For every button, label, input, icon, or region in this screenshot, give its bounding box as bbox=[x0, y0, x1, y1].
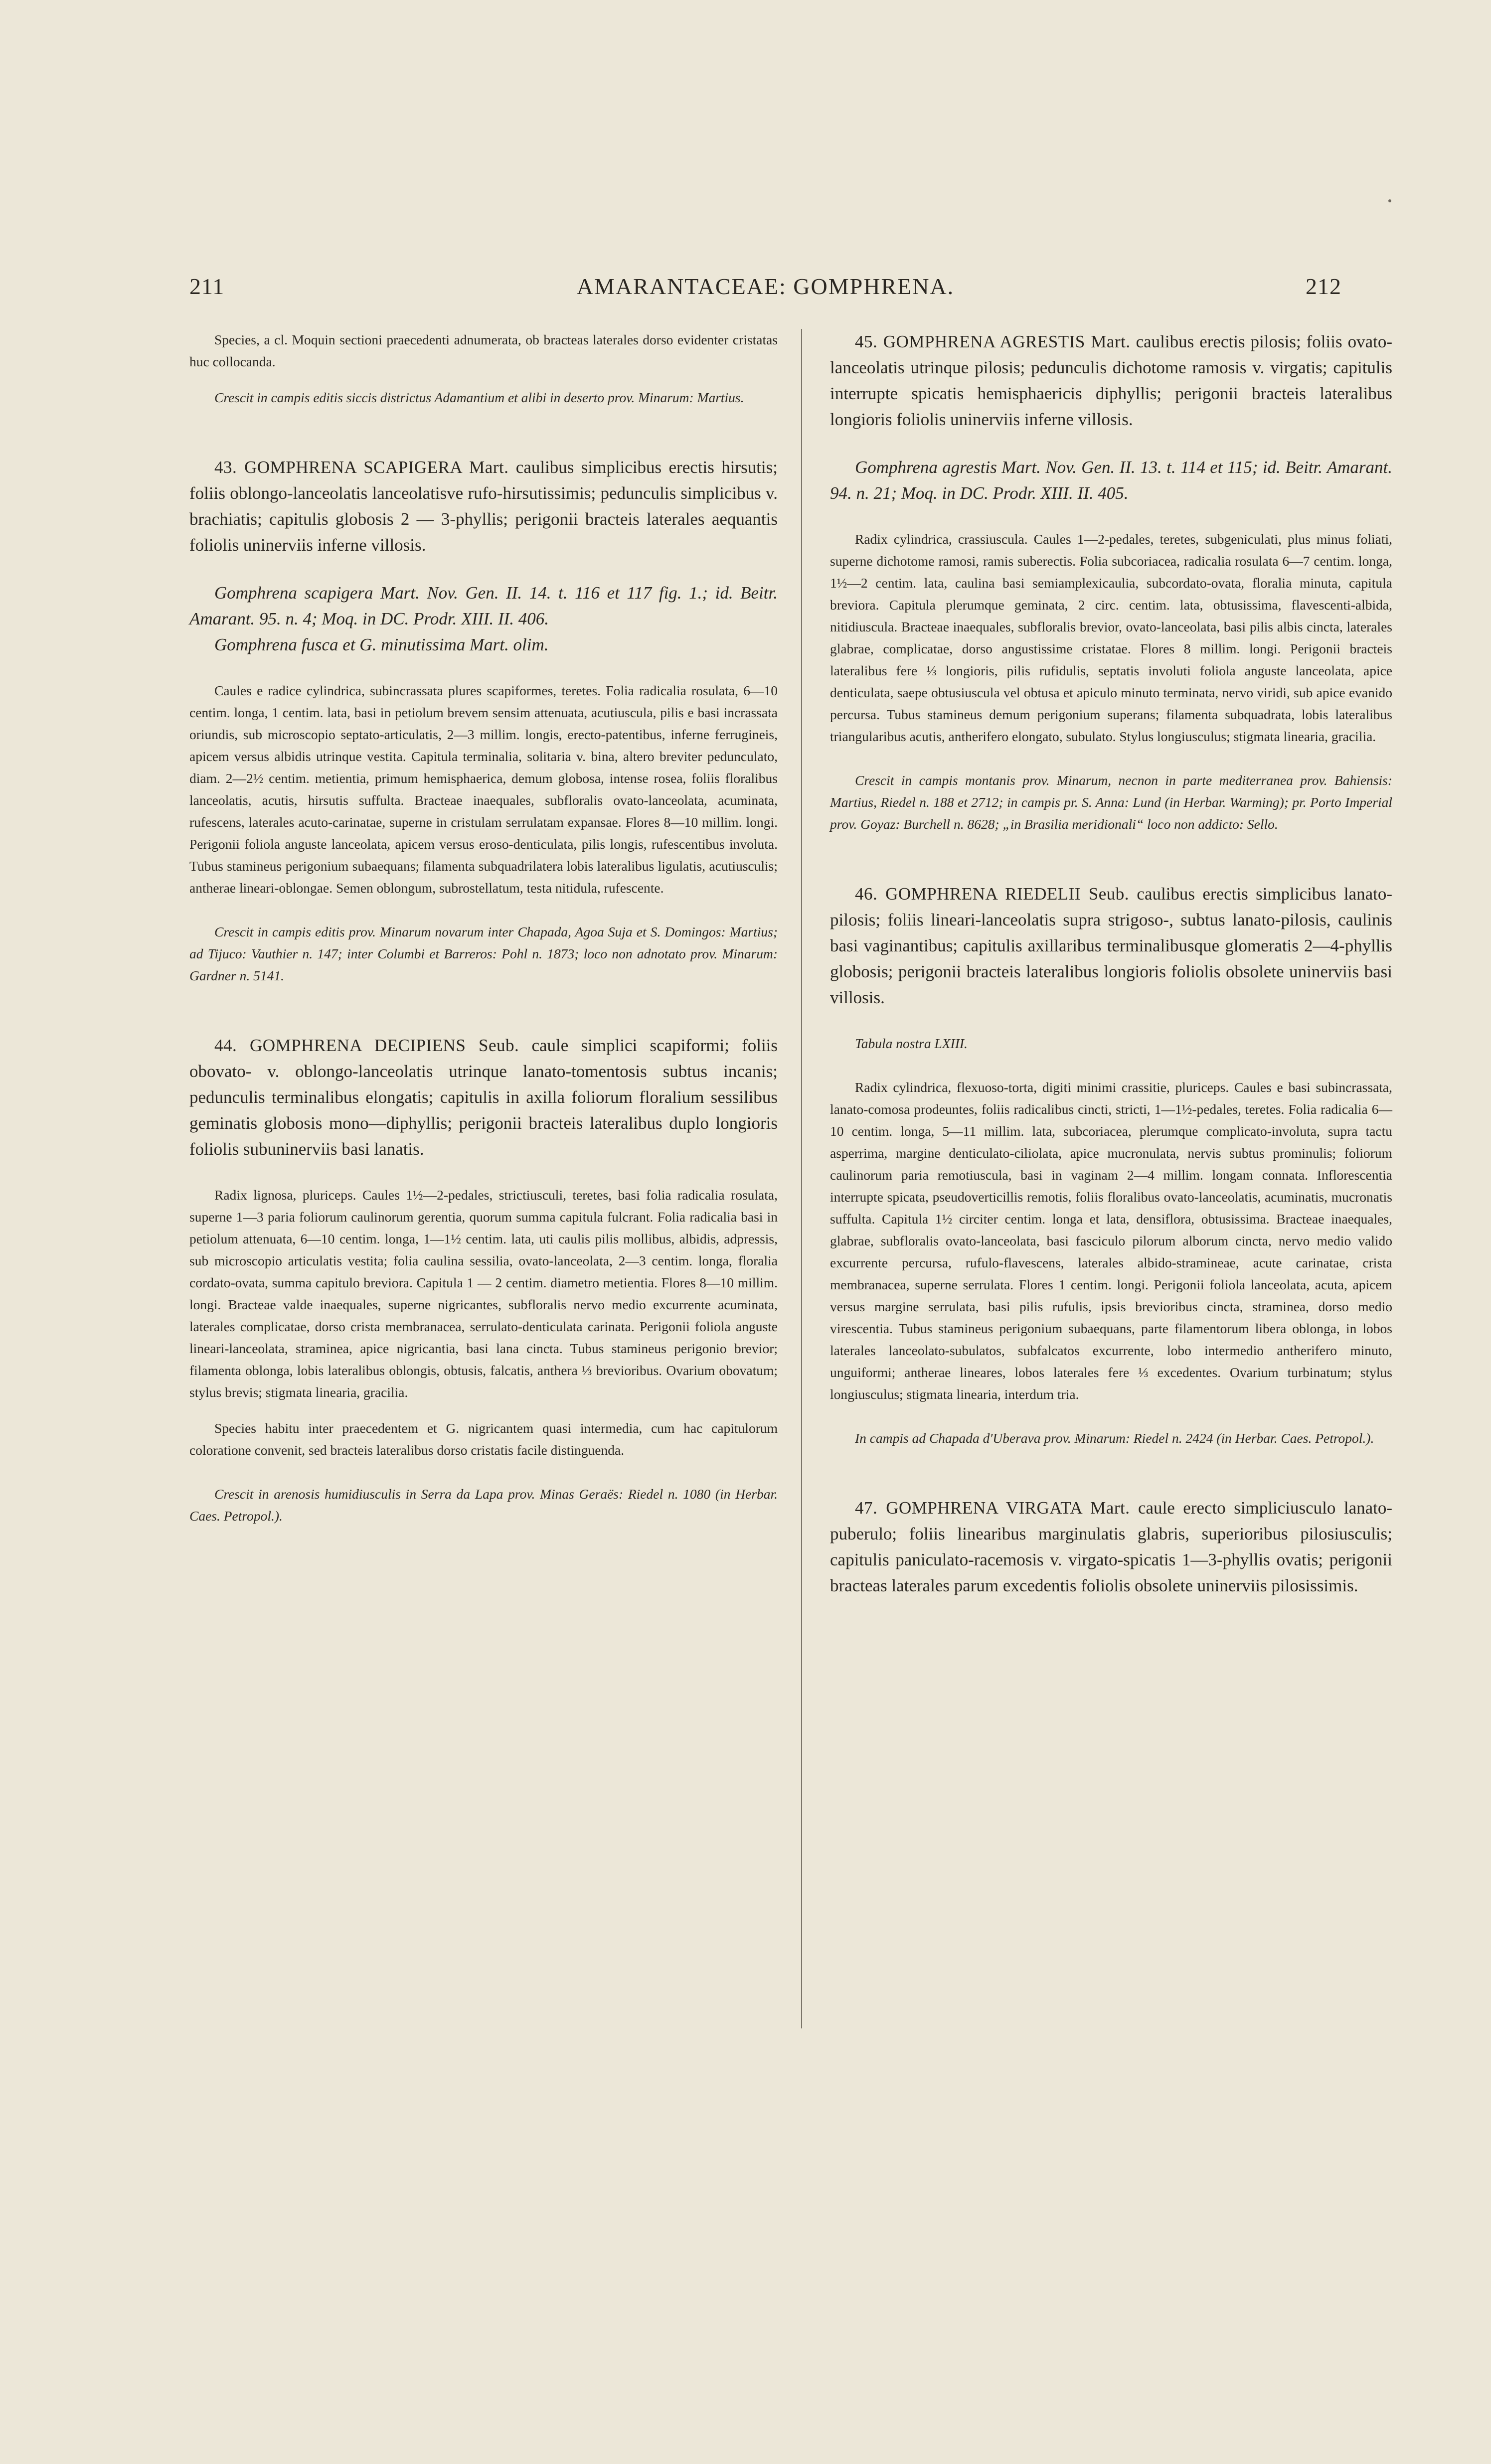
species-45-title: 45. GOMPHRENA AGRESTIS Mart. bbox=[855, 332, 1131, 351]
species-43-description: Caules e radice cylindrica, subincrassata plures scapiformes, teretes. Folia radicalia rosulata, 6—10 centim. longa, 1 centim. lata, basi in petiolum brevem sensim attenuata, acutiuscula, pilis e basi incrassata oriundis, sub microscopio septato-articulatis, 2—3 millim. longis, erecto-patentibus, inferne ferrugineis, apicem versus albidis utrinque vestita. Capitula terminalia, solitaria v. bina, altero breviter pedunculato, diam. 2—2½ centim. metientia, primum hemisphaerica, demum globosa, intense rosea, foliis floralibus lanceolatis, acutis, hirsutis suffulta. Bracteae inaequales, subfloralis ovato-lanceolata, acuminata, rufescens, laterales acuto-carinatae, superne in cristulam serrulatam expansae. Flores 8—10 millim. longi. Perigonii foliola anguste lanceolata, apicem versus eroso-denticulata, pilis longis, rufescentibus involuta. Tubus stamineus perigonium subaequans; filamenta subquadrilatera lobis lateralibus ligulatis, acutiusculis; antherae lineari-oblongae. Semen oblongum, subrostellatum, testa nitidula, rufescente. bbox=[189, 683, 778, 896]
species-43-locality: Crescit in campis editis prov. Minarum novarum inter Chapada, Agoa Suja et S. Domingos: Martius; ad Tijuco: Vauthier n. 147; inter Columbi et Barreros: Pohl n. 1873; loco non adnotato prov. Minarum: Gardner n. 5141. bbox=[189, 924, 778, 983]
paper-speck bbox=[1388, 199, 1391, 202]
species-43-synonym: Gomphrena fusca et G. minutissima Mart. olim. bbox=[214, 635, 549, 654]
running-title: AMARANTACEAE: GOMPHRENA. bbox=[576, 274, 955, 299]
left-column bbox=[189, 329, 778, 1527]
species-44-diagnosis: 44. GOMPHRENA DECIPIENS Seub. caule simplici scapiformi; foliis obovato- v. oblongo-lanceolatis utrinque lanato-tomentosis subtus incanis; pedunculis terminalibus elongatis; capitulis in axilla foliorum floralium sessilibus geminatis globosis mono—diphyllis; perigonii bracteis lateralibus duplo longioris foliolis subuninerviis basi lanatis. bbox=[189, 1036, 778, 1159]
species-45-description: Radix cylindrica, crassiuscula. Caules 1—2-pedales, teretes, subgeniculati, plus minus foliati, superne dichotome ramosi, ramis suberectis. Folia subcoriacea, radicalia rosulata 6—7 centim. longa, 1½—2 centim. lata, caulina basi semiamplexicaulia, subcordato-ovata, floralia minuta, capitula breviora. Capitula plerumque geminata, 2 circ. centim. lata, obtusissima, flavescenti-albida, nitidiuscula. Bracteae inaequales, subfloralis brevior, ovato-lanceolata, basi pilis albis cincta, laterales glabrae, complicatae, dorso angustissime cristatae. Flores 8 millim. longi. Perigonii bracteis lateralibus fere ⅓ longioris, pilis rufidulis, septatis involuti foliola anguste lanceolata, apice denticulata, saepe obtusiuscula vel obtusa et apiculo minuto terminata, nervo viridi, sub apice evanido percursa. Tubus stamineus demum perigonium superans; filamenta subquadrata, lobis lateralibus triangularibus acutis, antherifero elongato, subulato. Stylus longiusculus; stigmata linearia, gracilia. bbox=[830, 531, 1392, 744]
column-divider bbox=[801, 329, 802, 2028]
intro-note: Species, a cl. Moquin sectioni praecedenti adnumerata, ob bracteas laterales dorso evidenter cristatas huc collocanda. bbox=[189, 332, 778, 369]
species-47-title: 47. GOMPHRENA VIRGATA Mart. bbox=[855, 1498, 1130, 1518]
species-45-diagnosis: 45. GOMPHRENA AGRESTIS Mart. caulibus erectis pilosis; foliis ovato-lanceolatis utrinque pilosis; pedunculis dichotome ramosis v. virgatis; capitulis interrupte spicatis hemisphaericis diphyllis; perigonii bracteis lateralibus longioris foliolis uninerviis inferne villosis. bbox=[830, 332, 1393, 429]
species-46-diagnosis: 46. GOMPHRENA RIEDELII Seub. caulibus erectis simplicibus lanato-pilosis; foliis lineari-lanceolatis supra strigoso-, subtus lanato-pilosis, caulinis basi vaginantibus; capitulis axillaribus terminalibusque glomeratis 2—4-phyllis globosis; perigonii bracteis lateralibus longioris foliolis obsolete uninerviis basi villosis. bbox=[830, 884, 1392, 1007]
page-header bbox=[189, 273, 1341, 308]
species-45-locality: Crescit in campis montanis prov. Minarum, necnon in parte mediterranea prov. Bahiensis: Martius, Riedel n. 188 et 2712; in campis pr. S. Anna: Lund (in Herbar. Warming); pr. Porto Imperial prov. Goyaz: Burchell n. 8628; „in Brasilia meridionali“ loco non addicto: Sello. bbox=[830, 772, 1392, 832]
page-number-left: 211 bbox=[189, 274, 225, 299]
species-46-locality: In campis ad Chapada d'Uberava prov. Minarum: Riedel n. 2424 (in Herbar. Caes. Petropol.). bbox=[855, 1430, 1374, 1446]
species-44-locality: Crescit in arenosis humidiusculis in Serra da Lapa prov. Minas Geraës: Riedel n. 1080 (in Herbar. Caes. Petropol.). bbox=[189, 1486, 778, 1524]
species-44-note: Species habitu inter praecedentem et G. nigricantem quasi intermedia, cum hac capitulorum coloratione convenit, sed bracteis lateralibus dorso cristatis facile distinguenda. bbox=[189, 1420, 778, 1458]
species-46-title: 46. GOMPHRENA RIEDELII Seub. bbox=[855, 884, 1130, 904]
species-46-plate: Tabula nostra LXIII. bbox=[855, 1036, 968, 1051]
right-column bbox=[830, 329, 1392, 1599]
species-44-title: 44. GOMPHRENA DECIPIENS Seub. bbox=[214, 1036, 519, 1055]
species-43-title: 43. GOMPHRENA SCAPIGERA Mart. bbox=[214, 458, 509, 477]
species-45-reference: Gomphrena agrestis Mart. Nov. Gen. II. 13. t. 114 et 115; id. Beitr. Amarant. 94. n. 21; Moq. in DC. Prodr. XIII. II. 405. bbox=[830, 458, 1392, 503]
page-number-right: 212 bbox=[1306, 274, 1341, 299]
intro-locality: Crescit in campis editis siccis districtus Adamantium et alibi in deserto prov. Minarum: Martius. bbox=[214, 390, 744, 405]
species-44-description: Radix lignosa, pluriceps. Caules 1½—2-pedales, strictiusculi, teretes, basi folia radicalia rosulata, superne 1—3 paria foliorum caulinorum gerentia, quorum summa capitula fulcrant. Folia radicalia basi in petiolum attenuata, 6—10 centim. longa, 1—1½ centim. lata, uti caulis pilis mollibus, albidis, adpressis, sub microscopio articulatis vestita; folia caulina sessilia, ovato-lanceolata, 2—3 centim. longa, floralia cordato-ovata, summa capitulo breviora. Capitula 1 — 2 centim. diametro metientia. Flores 8—10 millim. longi. Bracteae valde inaequales, superne nigricantes, subfloralis nervo medio excurrente acuminata, laterales complicatae, dorso crista membranacea, serrulato-denticulata carinata. Perigonii foliola anguste lineari-lanceolata, straminea, apice nigricantia, basi lana cincta. Tubus stamineus perigonio brevior; filamenta oblonga, lobis lateralibus oblongis, obtusis, falcatis, anthera ⅓ brevioribus. Ovarium obovatum; stylus brevis; stigmata linearia, gracilia. bbox=[189, 1187, 778, 1400]
species-43-reference: Gomphrena scapigera Mart. Nov. Gen. II. 14. t. 116 et 117 fig. 1.; id. Beitr. Amarant. 95. n. 4; Moq. in DC. Prodr. XIII. II. 406. bbox=[189, 583, 778, 628]
species-47-diagnosis: 47. GOMPHRENA VIRGATA Mart. caule erecto simpliciusculo lanato-puberulo; foliis linearibus marginulatis glabris, superioribus pilosiusculis; capitulis paniculato-racemosis v. virgato-spicatis 1—3-phyllis ovatis; perigonii bracteas laterales parum excedentis foliolis obsolete uninerviis pilosissimis. bbox=[830, 1498, 1393, 1595]
species-43-diagnosis: 43. GOMPHRENA SCAPIGERA Mart. caulibus simplicibus erectis hirsutis; foliis oblongo-lanceolatis lanceolatisve rufo-hirsutissimis; pedunculis simplicibus v. brachiatis; capitulis globosis 2 — 3-phyllis; perigonii bracteis laterales aequantis foliolis uninerviis inferne villosis. bbox=[189, 458, 778, 555]
species-46-description: Radix cylindrica, flexuoso-torta, digiti minimi crassitie, pluriceps. Caules e basi subincrassata, lanato-comosa prodeuntes, foliis radicalibus cincti, stricti, 1—1½-pedales, teretes. Folia radicalia 6—10 centim. longa, 5—11 millim. lata, subcoriacea, plerumque complicato-involuta, supra tactu asperrima, margine denticulato-ciliolata, apice mucronulata, nervis subtus prominulis; foliorum caulinorum paria remotiuscula, basi in vaginam 2—4 millim. longam connata. Inflorescentia interrupte spicata, pseudoverticillis remotis, foliis floralibus ovato-lanceolatis, acuminatis, mucronatis suffulta. Capitula 1½ circiter centim. longa et lata, densiflora, obtusissima. Bracteae inaequales, glabrae, subfloralis ovato-lanceolata, basi fasciculo pilorum alborum cincta, nervo medio valido excurrente percursa, rufulo-flavescens, laterales albido-stramineae, acute carinatae, crista membranacea, superne serrulata. Flores 1 centim. longi. Perigonii foliola lanceolata, acuta, apicem versus margine serrulata, basi pilis rufulis, ipsis brevioribus cincta, straminea, dorso medio virescentia. Tubus stamineus perigonium subaequans, parte filamentorum libera oblonga, in lobos laterales lanceolato-subulatos, subfalcatos excurrente, lobo intermedio antherifero minuto, unguiformi; antherae lineares, lobos laterales fere ⅓ excedentes. Ovarium turbinatum; stylus longiusculus; stigmata linearia, interdum tria. bbox=[830, 1079, 1392, 1402]
